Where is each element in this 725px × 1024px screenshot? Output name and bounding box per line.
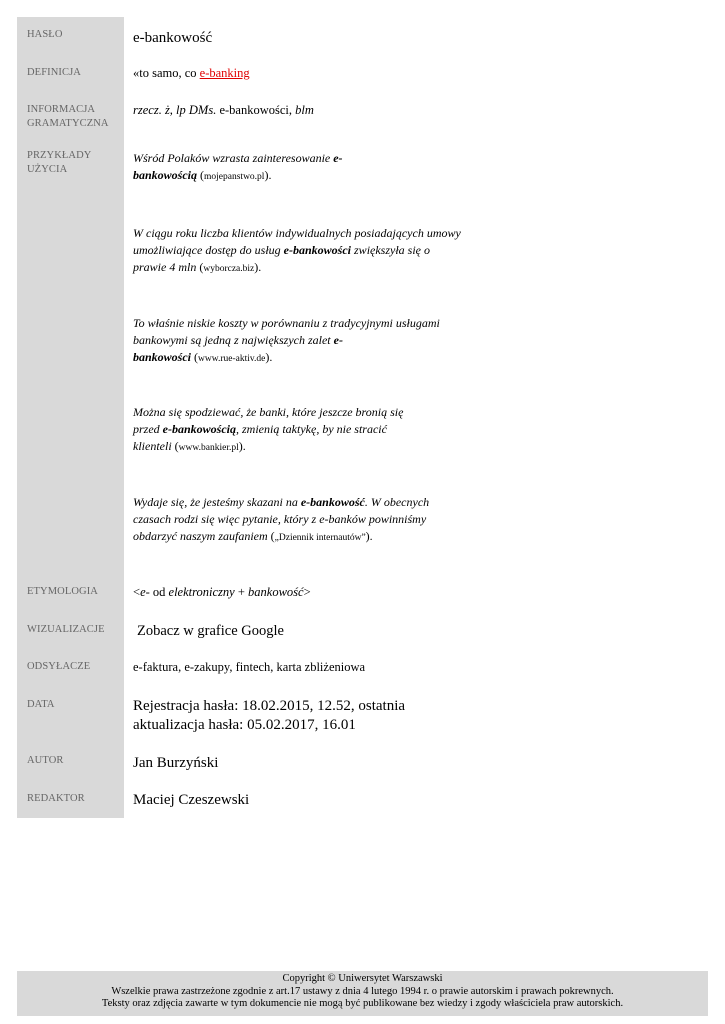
label-informacja-gramatyczna: [27, 103, 122, 130]
example-text: Wydaje się, że jesteśmy skazani na: [133, 495, 301, 509]
definition-link[interactable]: e-banking: [199, 66, 250, 80]
label-przyklady-line1: PRZYKŁADY: [27, 150, 92, 161]
label-wizualizacje: WIZUALIZACJE: [27, 624, 105, 635]
example-text: umożliwiające dostęp do usług: [133, 243, 284, 257]
example-text: bankowymi są jedną z największych zalet: [133, 333, 334, 347]
example-punctuation: ).: [238, 439, 246, 453]
label-data: DATA: [27, 699, 55, 710]
headword-in-example: e-: [333, 333, 343, 347]
footer-line2: Wszelkie prawa zastrzeżone zgodnie z art.17 ustawy z dnia 4 lutego 1994 r. o prawie autorskim i prawach pokrewnych.: [111, 985, 614, 997]
label-haslo: HASŁO: [27, 29, 63, 40]
usage-example-4: [133, 404, 473, 457]
example-punctuation: (: [171, 439, 179, 453]
definition-text: «to samo, co: [133, 66, 200, 80]
label-redaktor: REDAKTOR: [27, 793, 85, 804]
copyright-footer: [17, 971, 708, 1016]
example-text: przed: [133, 422, 163, 436]
etymology-close: >: [303, 585, 311, 599]
google-images-link[interactable]: Zobacz w grafice Google: [137, 623, 284, 639]
usage-example-3: [133, 315, 473, 368]
example-punctuation: ).: [264, 168, 272, 182]
example-text: Wśród Polaków wzrasta zainteresowanie: [133, 151, 334, 165]
example-text: obdarzyć naszym zaufaniem: [133, 529, 268, 543]
example-source: www.bankier.pl: [178, 443, 239, 453]
etymology-plus: +: [234, 585, 249, 599]
label-etymologia: ETYMOLOGIA: [27, 586, 98, 597]
headword: e-bankowość: [133, 30, 213, 46]
grammar-class: rzecz. ż, lp DMs.: [133, 103, 217, 117]
example-text: Można się spodziewać, że banki, które jeszcze bronią się: [133, 405, 404, 419]
dates-line1: Rejestracja hasła: 18.02.2015, 12.52, ostatnia: [133, 698, 406, 714]
etymology-elektroniczny: elektroniczny: [168, 585, 235, 599]
example-text: czasach rodzi się więc pytanie, który z e-banków powinniśmy: [133, 512, 427, 526]
example-punctuation: ).: [254, 260, 262, 274]
example-text: klienteli: [133, 439, 172, 453]
dates: [133, 697, 405, 735]
example-source: www.rue-aktiv.de: [198, 354, 266, 364]
cross-references: e-faktura, e-zakupy, fintech, karta zbliżeniowa: [133, 660, 366, 674]
editor: Maciej Czeszewski: [133, 792, 250, 808]
footer-line3: Teksty oraz zdjęcia zawarte w tym dokumencie nie mogą być publikowane bez wiedzy i zgody właściciela praw autorskich.: [101, 998, 624, 1009]
label-przyklady-line2: UŻYCIA: [27, 163, 68, 175]
grammatical-info: [133, 102, 314, 118]
footer-line1: Copyright © Uniwersytet Warszawski: [282, 973, 443, 984]
example-punctuation: (: [191, 350, 199, 364]
label-informacja-line1: INFORMACJA: [27, 104, 96, 115]
example-source: wyborcza.biz: [203, 264, 255, 274]
label-definicja: DEFINICJA: [27, 67, 81, 78]
label-informacja-line2: GRAMATYCZNA: [27, 117, 109, 129]
example-source: mojepanstwo.pl: [204, 172, 265, 182]
usage-example-5: [133, 494, 473, 547]
example-punctuation: (: [196, 260, 204, 274]
headword-in-example: bankowością: [133, 168, 198, 182]
example-punctuation: ).: [365, 529, 373, 543]
etymology-prefix: e-: [140, 585, 150, 599]
headword-in-example: e-bankowości: [283, 243, 352, 257]
example-text: To właśnie niskie koszty w porównaniu z tradycyjnymi usługami: [133, 316, 440, 330]
headword-in-example: e-bankowość: [300, 495, 365, 509]
example-punctuation: (: [267, 529, 275, 543]
label-przyklady-uzycia: [27, 149, 122, 176]
dates-line2: aktualizacja hasła: 05.02.2017, 16.01: [133, 717, 356, 733]
usage-example-2: [133, 225, 473, 278]
usage-example-1: [133, 150, 473, 186]
grammar-forms: e-bankowości,: [216, 103, 296, 117]
definition: [133, 65, 250, 81]
example-punctuation: (: [197, 168, 205, 182]
example-text: W ciągu roku liczba klientów indywidualnych posiadających umowy: [133, 226, 461, 240]
headword-in-example: bankowości: [133, 350, 192, 364]
label-odsylacze: ODSYŁACZE: [27, 661, 91, 672]
example-text: , zmienią taktykę, by nie stracić: [236, 422, 387, 436]
etymology-od: od: [149, 585, 169, 599]
headword-in-example: e-bankowością: [162, 422, 237, 436]
headword-in-example: e-: [333, 151, 343, 165]
etymology-bankowosc: bankowość: [248, 585, 304, 599]
grammar-number: blm: [295, 103, 314, 117]
example-text: prawie 4 mln: [133, 260, 197, 274]
example-text: . W obecnych: [364, 495, 430, 509]
etymology: [133, 584, 311, 600]
example-punctuation: ).: [265, 350, 273, 364]
example-source: „Dziennik internautów”: [274, 533, 366, 543]
author: Jan Burzyński: [133, 755, 219, 771]
example-text: zwiększyła się o: [351, 243, 431, 257]
etymology-open: <: [133, 585, 141, 599]
label-autor: AUTOR: [27, 755, 64, 766]
